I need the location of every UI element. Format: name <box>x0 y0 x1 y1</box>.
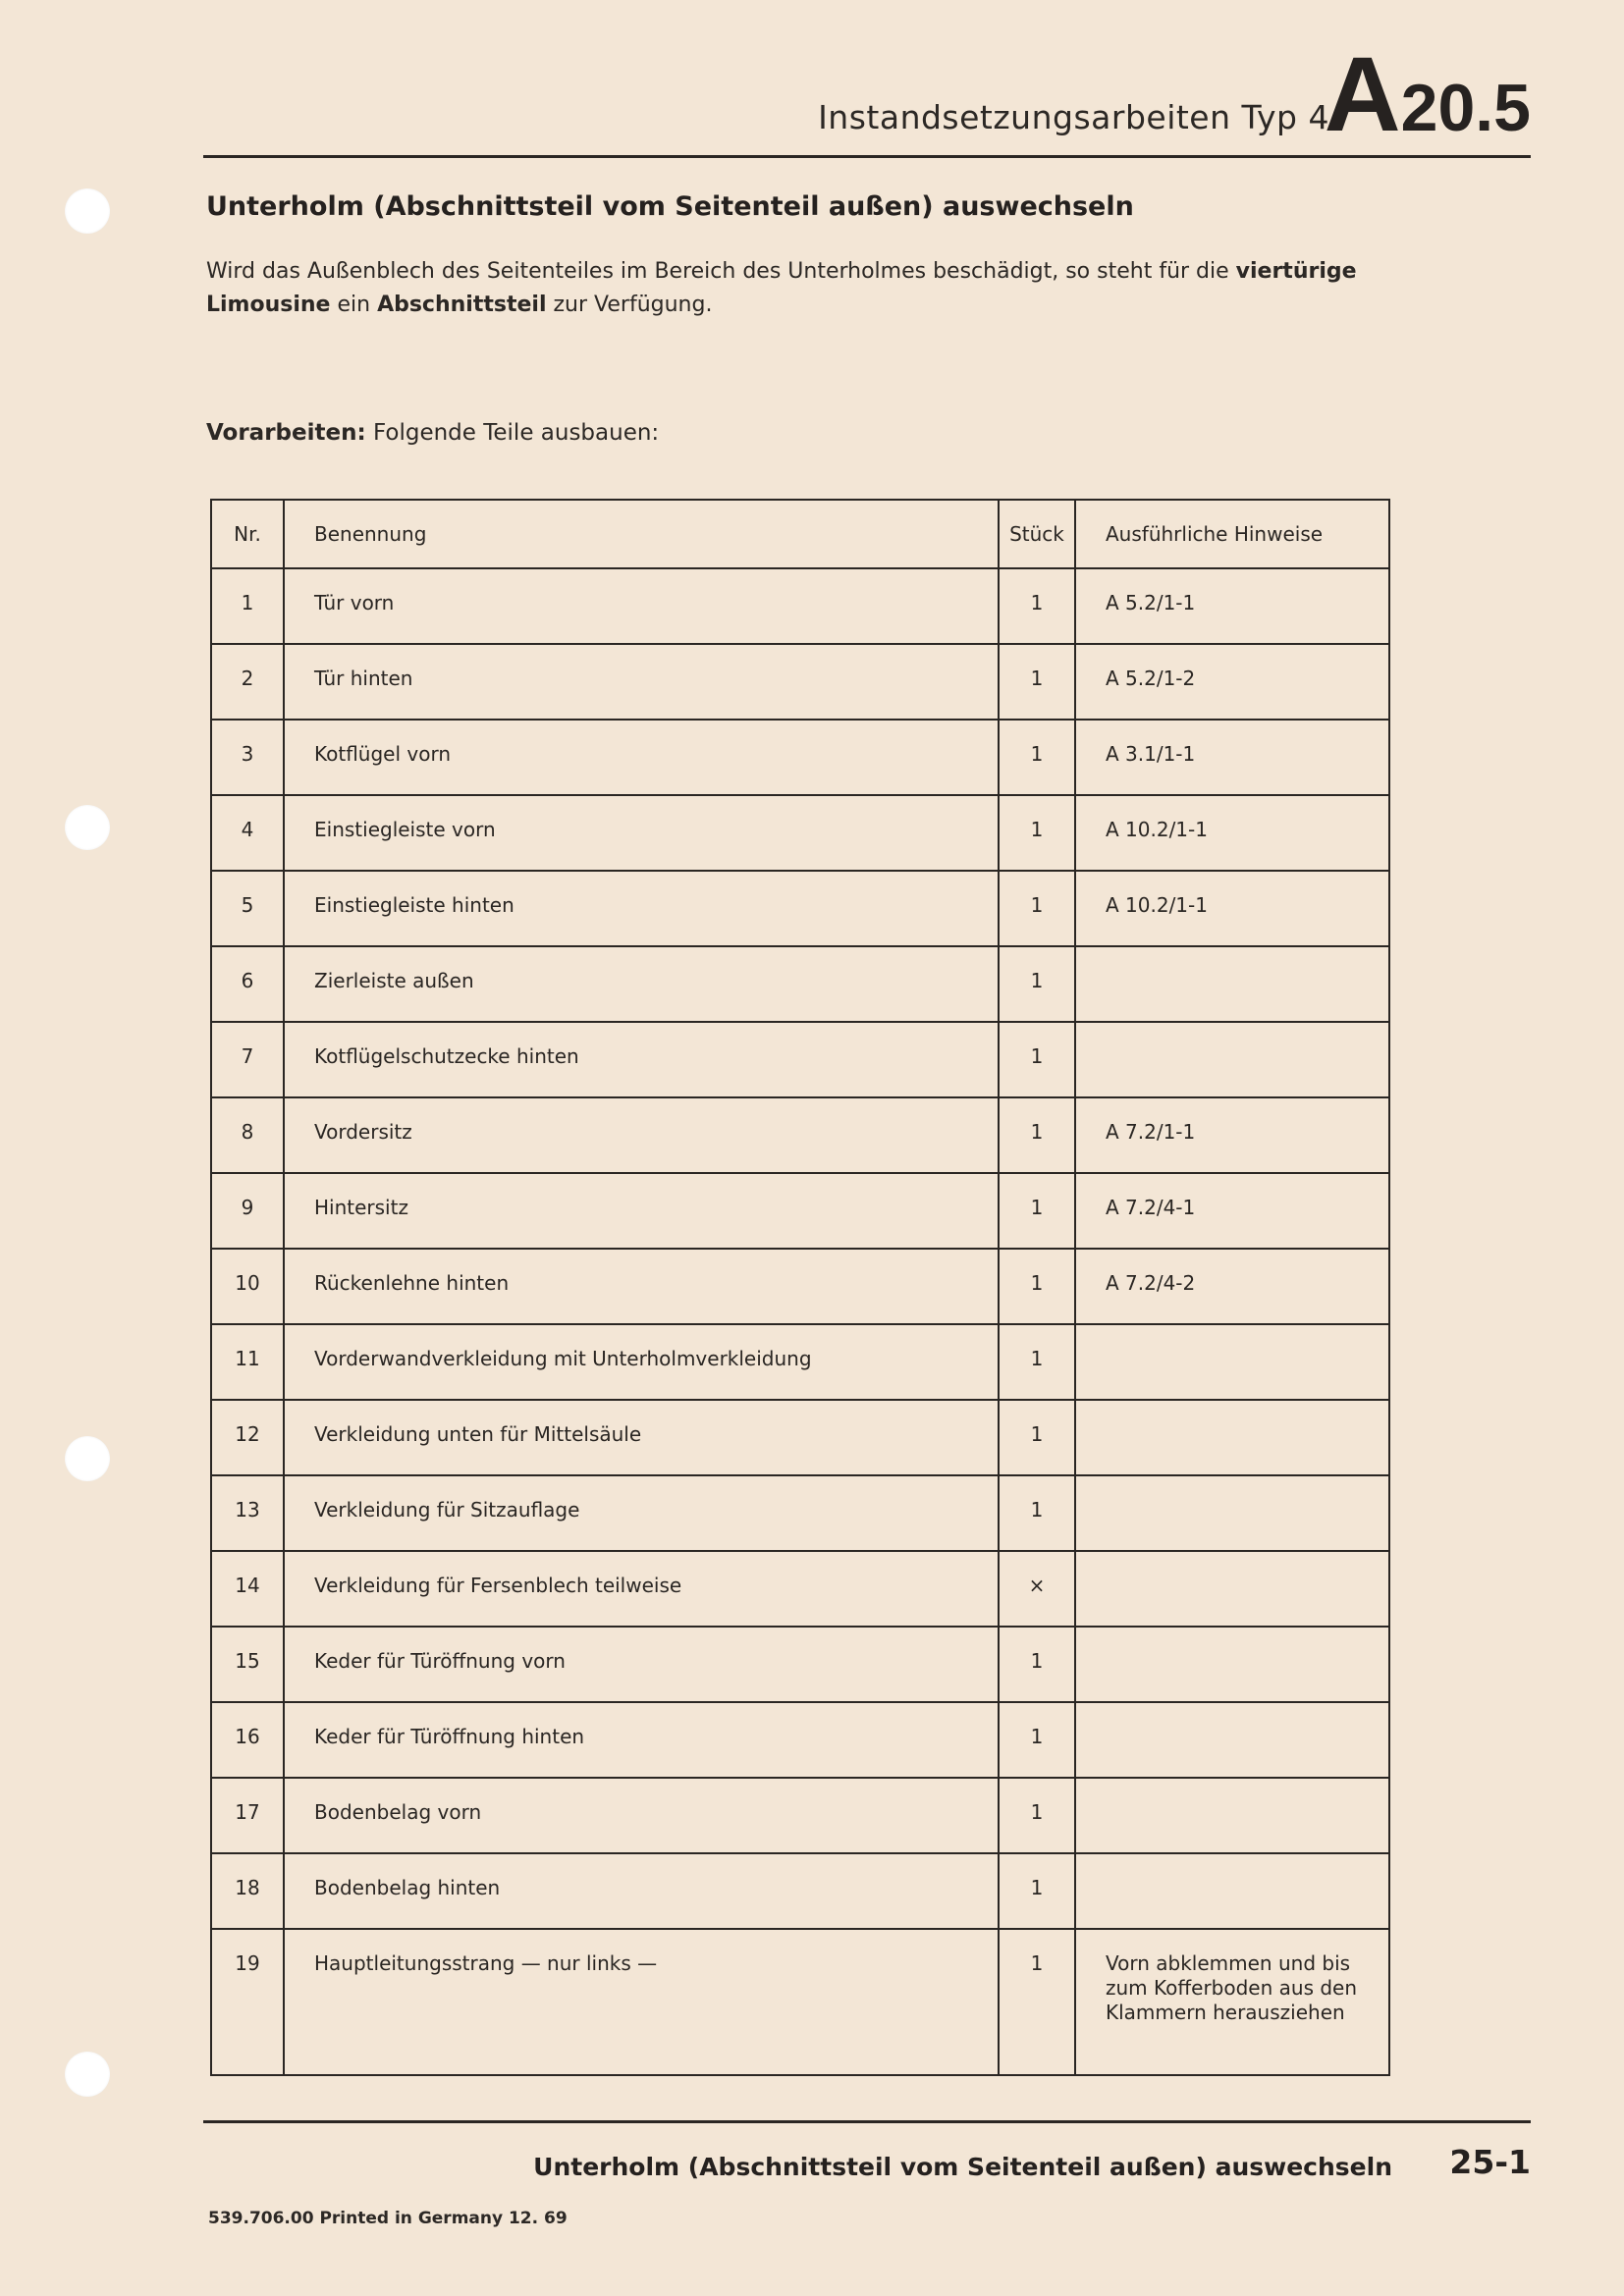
ref-line: zum Kofferboden aus den <box>1106 1976 1358 2000</box>
cell-qty: 1 <box>999 1022 1075 1097</box>
intro-text: ein <box>330 293 378 317</box>
parts-table <box>210 499 1390 2076</box>
cell-name: Tür vorn <box>284 568 999 644</box>
header-rule <box>203 155 1531 158</box>
footer-title: Unterholm (Abschnittsteil vom Seitenteil außen) auswechseln <box>533 2153 1392 2181</box>
cell-ref <box>1075 1627 1389 1702</box>
table-row <box>211 1249 1389 1324</box>
cell-nr: 8 <box>211 1097 284 1173</box>
footer-rule <box>203 2120 1531 2123</box>
cell-name: Hintersitz <box>284 1173 999 1249</box>
cell-nr: 19 <box>211 1929 284 2075</box>
cell-name: Verkleidung für Fersenblech teilweise <box>284 1551 999 1627</box>
table-row <box>211 1929 1389 2075</box>
header-title: Instandsetzungsarbeiten Typ 4 <box>818 98 1329 136</box>
cell-qty: 1 <box>999 720 1075 795</box>
preliminary-work-text: Folgende Teile ausbauen: <box>365 420 660 446</box>
preliminary-work-heading <box>206 420 659 446</box>
cell-ref <box>1075 1702 1389 1778</box>
table-row <box>211 1778 1389 1853</box>
cell-qty: 1 <box>999 1097 1075 1173</box>
cell-ref: A 7.2/4-2 <box>1075 1249 1389 1324</box>
cell-name: Rückenlehne hinten <box>284 1249 999 1324</box>
cell-ref: A 7.2/1-1 <box>1075 1097 1389 1173</box>
cell-nr: 18 <box>211 1853 284 1929</box>
intro-bold: viertürige Limousine <box>206 259 1357 317</box>
cell-qty: 1 <box>999 946 1075 1022</box>
cell-qty: × <box>999 1551 1075 1627</box>
cell-nr: 6 <box>211 946 284 1022</box>
cell-ref <box>1075 1475 1389 1551</box>
table-row <box>211 568 1389 644</box>
cell-ref <box>1075 1400 1389 1475</box>
cell-nr: 10 <box>211 1249 284 1324</box>
cell-ref <box>1075 1022 1389 1097</box>
table-header-row <box>211 500 1389 568</box>
cell-ref: A 7.2/4-1 <box>1075 1173 1389 1249</box>
intro-text: zur Verfügung. <box>546 293 713 317</box>
cell-name: Vorderwandverkleidung mit Unterholmverkleidung <box>284 1324 999 1400</box>
cell-qty: 1 <box>999 1400 1075 1475</box>
cell-ref <box>1075 1324 1389 1400</box>
cell-qty: 1 <box>999 1475 1075 1551</box>
cell-name: Einstiegleiste vorn <box>284 795 999 871</box>
section-code-letter: A <box>1324 34 1401 153</box>
cell-nr: 4 <box>211 795 284 871</box>
cell-nr: 2 <box>211 644 284 720</box>
cell-name: Kotflügel vorn <box>284 720 999 795</box>
cell-nr: 17 <box>211 1778 284 1853</box>
table-row <box>211 720 1389 795</box>
cell-name: Tür hinten <box>284 644 999 720</box>
column-header-nr: Nr. <box>211 500 284 568</box>
table-row <box>211 1097 1389 1173</box>
punch-hole <box>65 1436 110 1481</box>
table-row <box>211 1627 1389 1702</box>
table-row <box>211 1173 1389 1249</box>
cell-qty: 1 <box>999 1249 1075 1324</box>
cell-nr: 9 <box>211 1173 284 1249</box>
table-row <box>211 946 1389 1022</box>
cell-nr: 14 <box>211 1551 284 1627</box>
cell-name: Kotflügelschutzecke hinten <box>284 1022 999 1097</box>
cell-name: Hauptleitungsstrang — nur links — <box>284 1929 999 2075</box>
punch-hole <box>65 805 110 850</box>
intro-bold: Abschnittsteil <box>377 293 547 317</box>
table-row <box>211 1702 1389 1778</box>
table-row <box>211 871 1389 946</box>
cell-nr: 11 <box>211 1324 284 1400</box>
cell-nr: 12 <box>211 1400 284 1475</box>
cell-nr: 1 <box>211 568 284 644</box>
cell-qty: 1 <box>999 1929 1075 2075</box>
cell-ref <box>1075 1853 1389 1929</box>
table-row <box>211 1400 1389 1475</box>
column-header-ref: Ausführliche Hinweise <box>1075 500 1389 568</box>
column-header-qty: Stück <box>999 500 1075 568</box>
cell-name: Verkleidung für Sitzauflage <box>284 1475 999 1551</box>
cell-qty: 1 <box>999 1702 1075 1778</box>
cell-nr: 3 <box>211 720 284 795</box>
page-header <box>203 34 1531 157</box>
cell-nr: 16 <box>211 1702 284 1778</box>
cell-name: Bodenbelag vorn <box>284 1778 999 1853</box>
cell-ref <box>1075 1551 1389 1627</box>
cell-nr: 5 <box>211 871 284 946</box>
cell-name: Zierleiste außen <box>284 946 999 1022</box>
section-code <box>1324 34 1531 153</box>
table-row <box>211 1551 1389 1627</box>
cell-nr: 13 <box>211 1475 284 1551</box>
section-code-number: 20.5 <box>1400 71 1531 145</box>
cell-qty: 1 <box>999 1173 1075 1249</box>
intro-text: Wird das Außenblech des Seitenteiles im Bereich des Unterholmes beschädigt, so steht für die <box>206 259 1236 284</box>
column-header-name: Benennung <box>284 500 999 568</box>
table-row <box>211 1324 1389 1400</box>
cell-name: Keder für Türöffnung hinten <box>284 1702 999 1778</box>
page-title: Unterholm (Abschnittsteil vom Seitenteil außen) auswechseln <box>206 191 1134 222</box>
ref-line: Vorn abklemmen und bis <box>1106 1951 1351 1975</box>
cell-qty: 1 <box>999 1627 1075 1702</box>
cell-nr: 7 <box>211 1022 284 1097</box>
cell-ref: A 3.1/1-1 <box>1075 720 1389 795</box>
table-row <box>211 1475 1389 1551</box>
cell-ref <box>1075 946 1389 1022</box>
cell-name: Keder für Türöffnung vorn <box>284 1627 999 1702</box>
page-number: 25-1 <box>1449 2143 1531 2181</box>
cell-name: Vordersitz <box>284 1097 999 1173</box>
cell-qty: 1 <box>999 1853 1075 1929</box>
table-row <box>211 795 1389 871</box>
cell-ref: A 5.2/1-2 <box>1075 644 1389 720</box>
cell-ref <box>1075 1929 1389 2075</box>
cell-ref: A 5.2/1-1 <box>1075 568 1389 644</box>
cell-ref: A 10.2/1-1 <box>1075 871 1389 946</box>
cell-qty: 1 <box>999 871 1075 946</box>
cell-name: Bodenbelag hinten <box>284 1853 999 1929</box>
punch-hole <box>65 188 110 234</box>
table-row <box>211 1022 1389 1097</box>
ref-line: Klammern herausziehen <box>1106 2001 1345 2024</box>
cell-qty: 1 <box>999 795 1075 871</box>
cell-qty: 1 <box>999 644 1075 720</box>
cell-name: Verkleidung unten für Mittelsäule <box>284 1400 999 1475</box>
punch-hole <box>65 2052 110 2097</box>
table-row <box>211 644 1389 720</box>
cell-ref <box>1075 1778 1389 1853</box>
cell-ref: A 10.2/1-1 <box>1075 795 1389 871</box>
print-info: 539.706.00 Printed in Germany 12. 69 <box>208 2209 568 2228</box>
table-row <box>211 1853 1389 1929</box>
cell-qty: 1 <box>999 1778 1075 1853</box>
intro-paragraph <box>206 255 1394 322</box>
cell-name: Einstiegleiste hinten <box>284 871 999 946</box>
cell-nr: 15 <box>211 1627 284 1702</box>
cell-qty: 1 <box>999 568 1075 644</box>
cell-qty: 1 <box>999 1324 1075 1400</box>
preliminary-work-label: Vorarbeiten: <box>206 420 366 446</box>
